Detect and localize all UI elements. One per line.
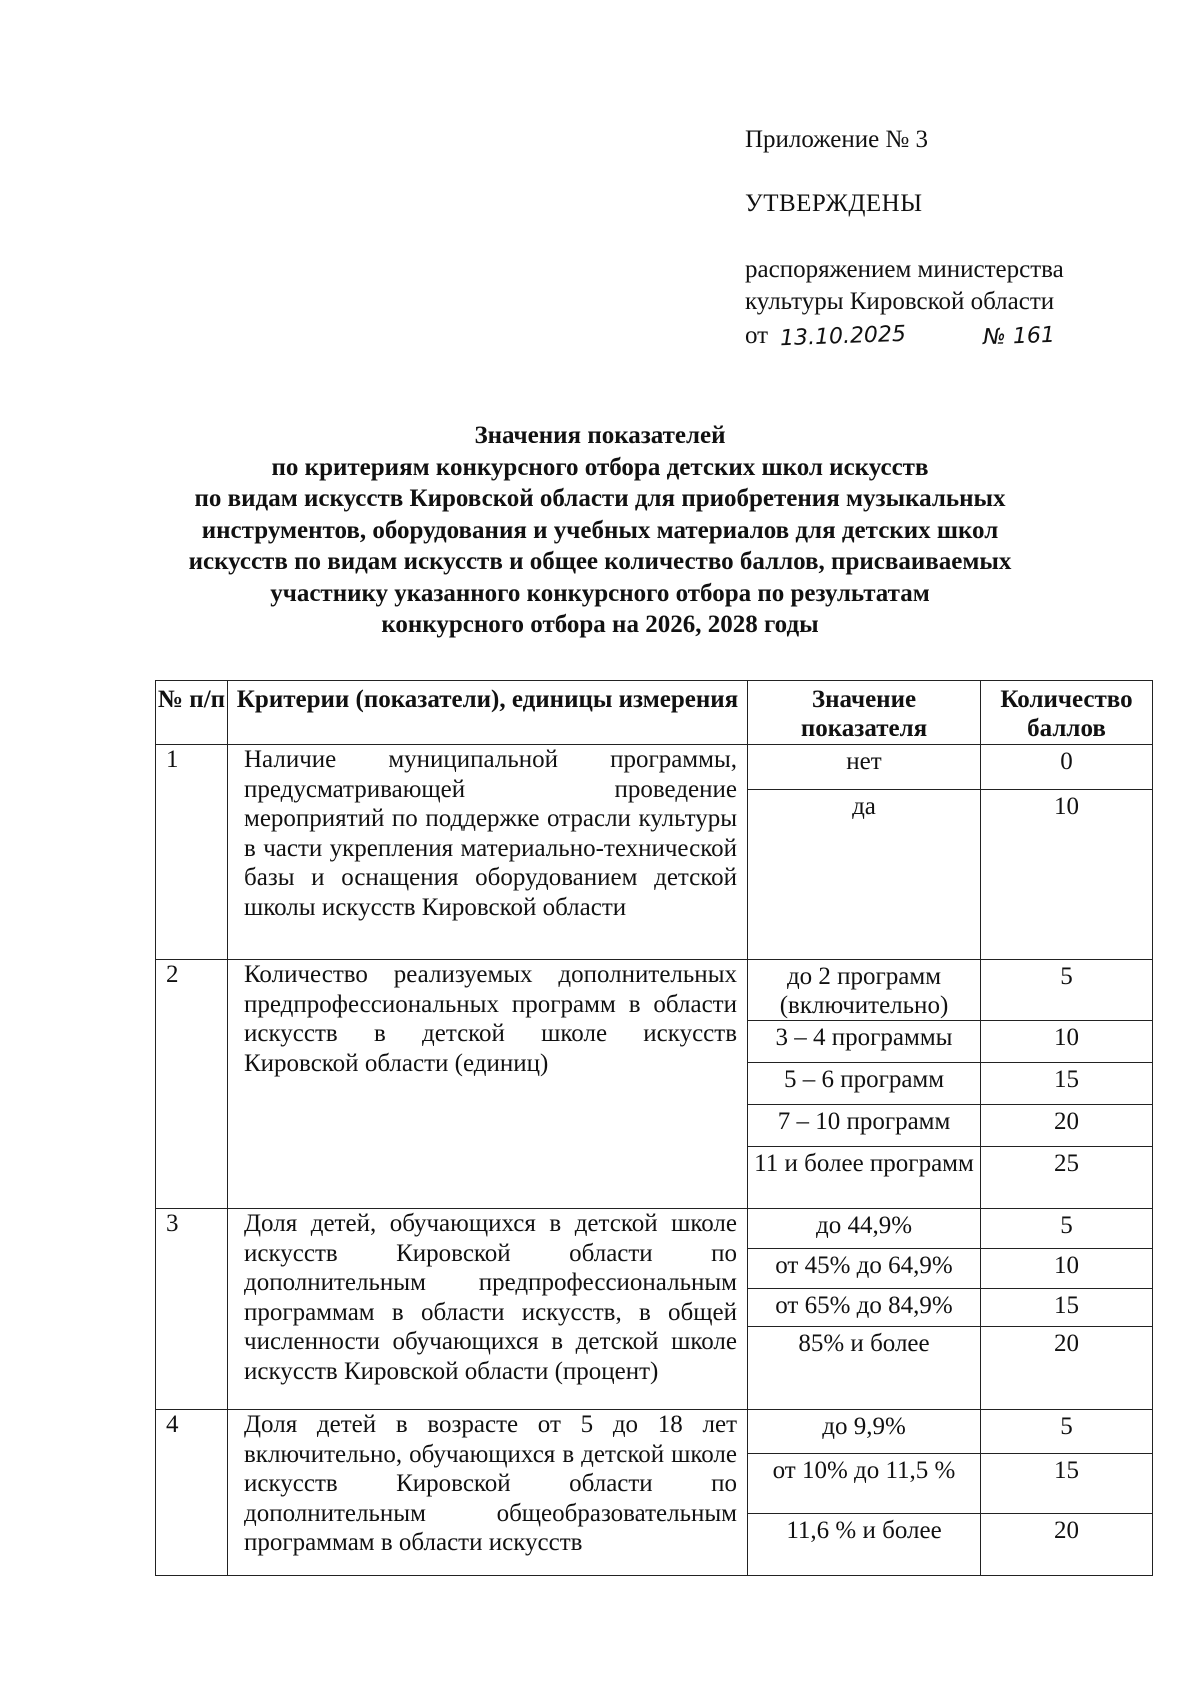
value-cell: 7 – 10 программ: [748, 1105, 981, 1147]
title-line: инструментов, оборудования и учебных материалов для детских школ: [201, 516, 999, 544]
value-cell: 5 – 6 программ: [748, 1063, 981, 1105]
order-number: № 161: [982, 322, 1055, 351]
title-line: Значения показателей: [474, 422, 726, 449]
header-points: Количество баллов: [981, 681, 1153, 745]
table-row: [156, 1209, 1153, 1249]
points-cell: 15: [981, 1454, 1153, 1514]
criteria-table: [155, 680, 1153, 1576]
table-header-row: [156, 681, 1153, 745]
order-line-3: [745, 322, 1054, 350]
row-number: 1: [156, 745, 228, 960]
value-cell: нет: [748, 745, 981, 790]
value-cell: 85% и более: [748, 1327, 981, 1410]
points-cell: 5: [981, 960, 1153, 1021]
value-cell: от 10% до 11,5 %: [748, 1454, 981, 1514]
criteria-cell: [228, 745, 748, 960]
row-number: 4: [156, 1410, 228, 1576]
title-line: конкурсного отбора на 2026, 2028 годы: [381, 611, 819, 638]
order-date-prefix: от: [745, 322, 769, 349]
points-cell: 5: [981, 1410, 1153, 1454]
points-cell: 10: [981, 1021, 1153, 1063]
value-cell: 11,6 % и более: [748, 1514, 981, 1576]
points-cell: 20: [981, 1514, 1153, 1576]
approved-label: УТВЕРЖДЕНЫ: [745, 190, 923, 217]
order-date: 13.10.2025: [779, 321, 907, 352]
points-cell: 10: [981, 790, 1153, 960]
criteria-cell: [228, 1209, 748, 1410]
header-value: Значение показателя: [748, 681, 981, 745]
value-cell: до 44,9%: [748, 1209, 981, 1249]
appendix-label: Приложение № 3: [745, 126, 929, 153]
value-cell: до 2 программ (включительно): [748, 960, 981, 1021]
value-cell: да: [748, 790, 981, 960]
document-title: [150, 420, 1050, 641]
title-line: искусств по видам искусств и общее количество баллов, присваиваемых: [188, 548, 1012, 575]
criteria-text: Доля детей, обучающихся в детской школе искусств Кировской области по дополнительным предпрофессиональным программам в области искусств, в общей численности обучающихся в детской школе искусств Кировской области (процент): [244, 1210, 737, 1385]
title-line: участнику указанного конкурсного отбора по результатам: [270, 579, 930, 607]
title-line: по критериям конкурсного отбора детских школ искусств: [271, 453, 929, 481]
criteria-cell: [228, 960, 748, 1209]
row-number: 2: [156, 960, 228, 1209]
points-cell: 20: [981, 1327, 1153, 1410]
criteria-text: Доля детей в возрасте от 5 до 18 лет включительно, обучающихся в детской школе искусств Кировской области по дополнительным общеобразовательным программам в области искусств: [244, 1411, 737, 1556]
points-cell: 15: [981, 1289, 1153, 1327]
table-row: [156, 960, 1153, 1021]
order-line-1: распоряжением министерства: [745, 256, 1064, 283]
points-cell: 20: [981, 1105, 1153, 1147]
row-number: 3: [156, 1209, 228, 1410]
value-cell: от 65% до 84,9%: [748, 1289, 981, 1327]
points-cell: 15: [981, 1063, 1153, 1105]
value-cell: 11 и более программ: [748, 1147, 981, 1209]
value-cell: до 9,9%: [748, 1410, 981, 1454]
value-cell: 3 – 4 программы: [748, 1021, 981, 1063]
order-line-2: культуры Кировской области: [745, 288, 1055, 315]
title-line: по видам искусств Кировской области для приобретения музыкальных: [194, 485, 1006, 512]
criteria-text: Количество реализуемых дополнительных предпрофессиональных программ в области искусств в детской школе искусств Кировской области (единиц): [244, 961, 737, 1077]
criteria-cell: [228, 1410, 748, 1576]
criteria-text: Наличие муниципальной программы, предусматривающей проведение мероприятий по поддержке отрасли культуры в части укрепления материально-технической базы и оснащения оборудованием детской школы искусств Кировской области: [244, 746, 737, 921]
points-cell: 5: [981, 1209, 1153, 1249]
points-cell: 25: [981, 1147, 1153, 1209]
table-row: [156, 1410, 1153, 1454]
table-row: [156, 745, 1153, 790]
points-cell: 0: [981, 745, 1153, 790]
header-no: № п/п: [156, 681, 228, 745]
value-cell: от 45% до 64,9%: [748, 1249, 981, 1289]
header-criteria: Критерии (показатели), единицы измерения: [228, 681, 748, 745]
points-cell: 10: [981, 1249, 1153, 1289]
